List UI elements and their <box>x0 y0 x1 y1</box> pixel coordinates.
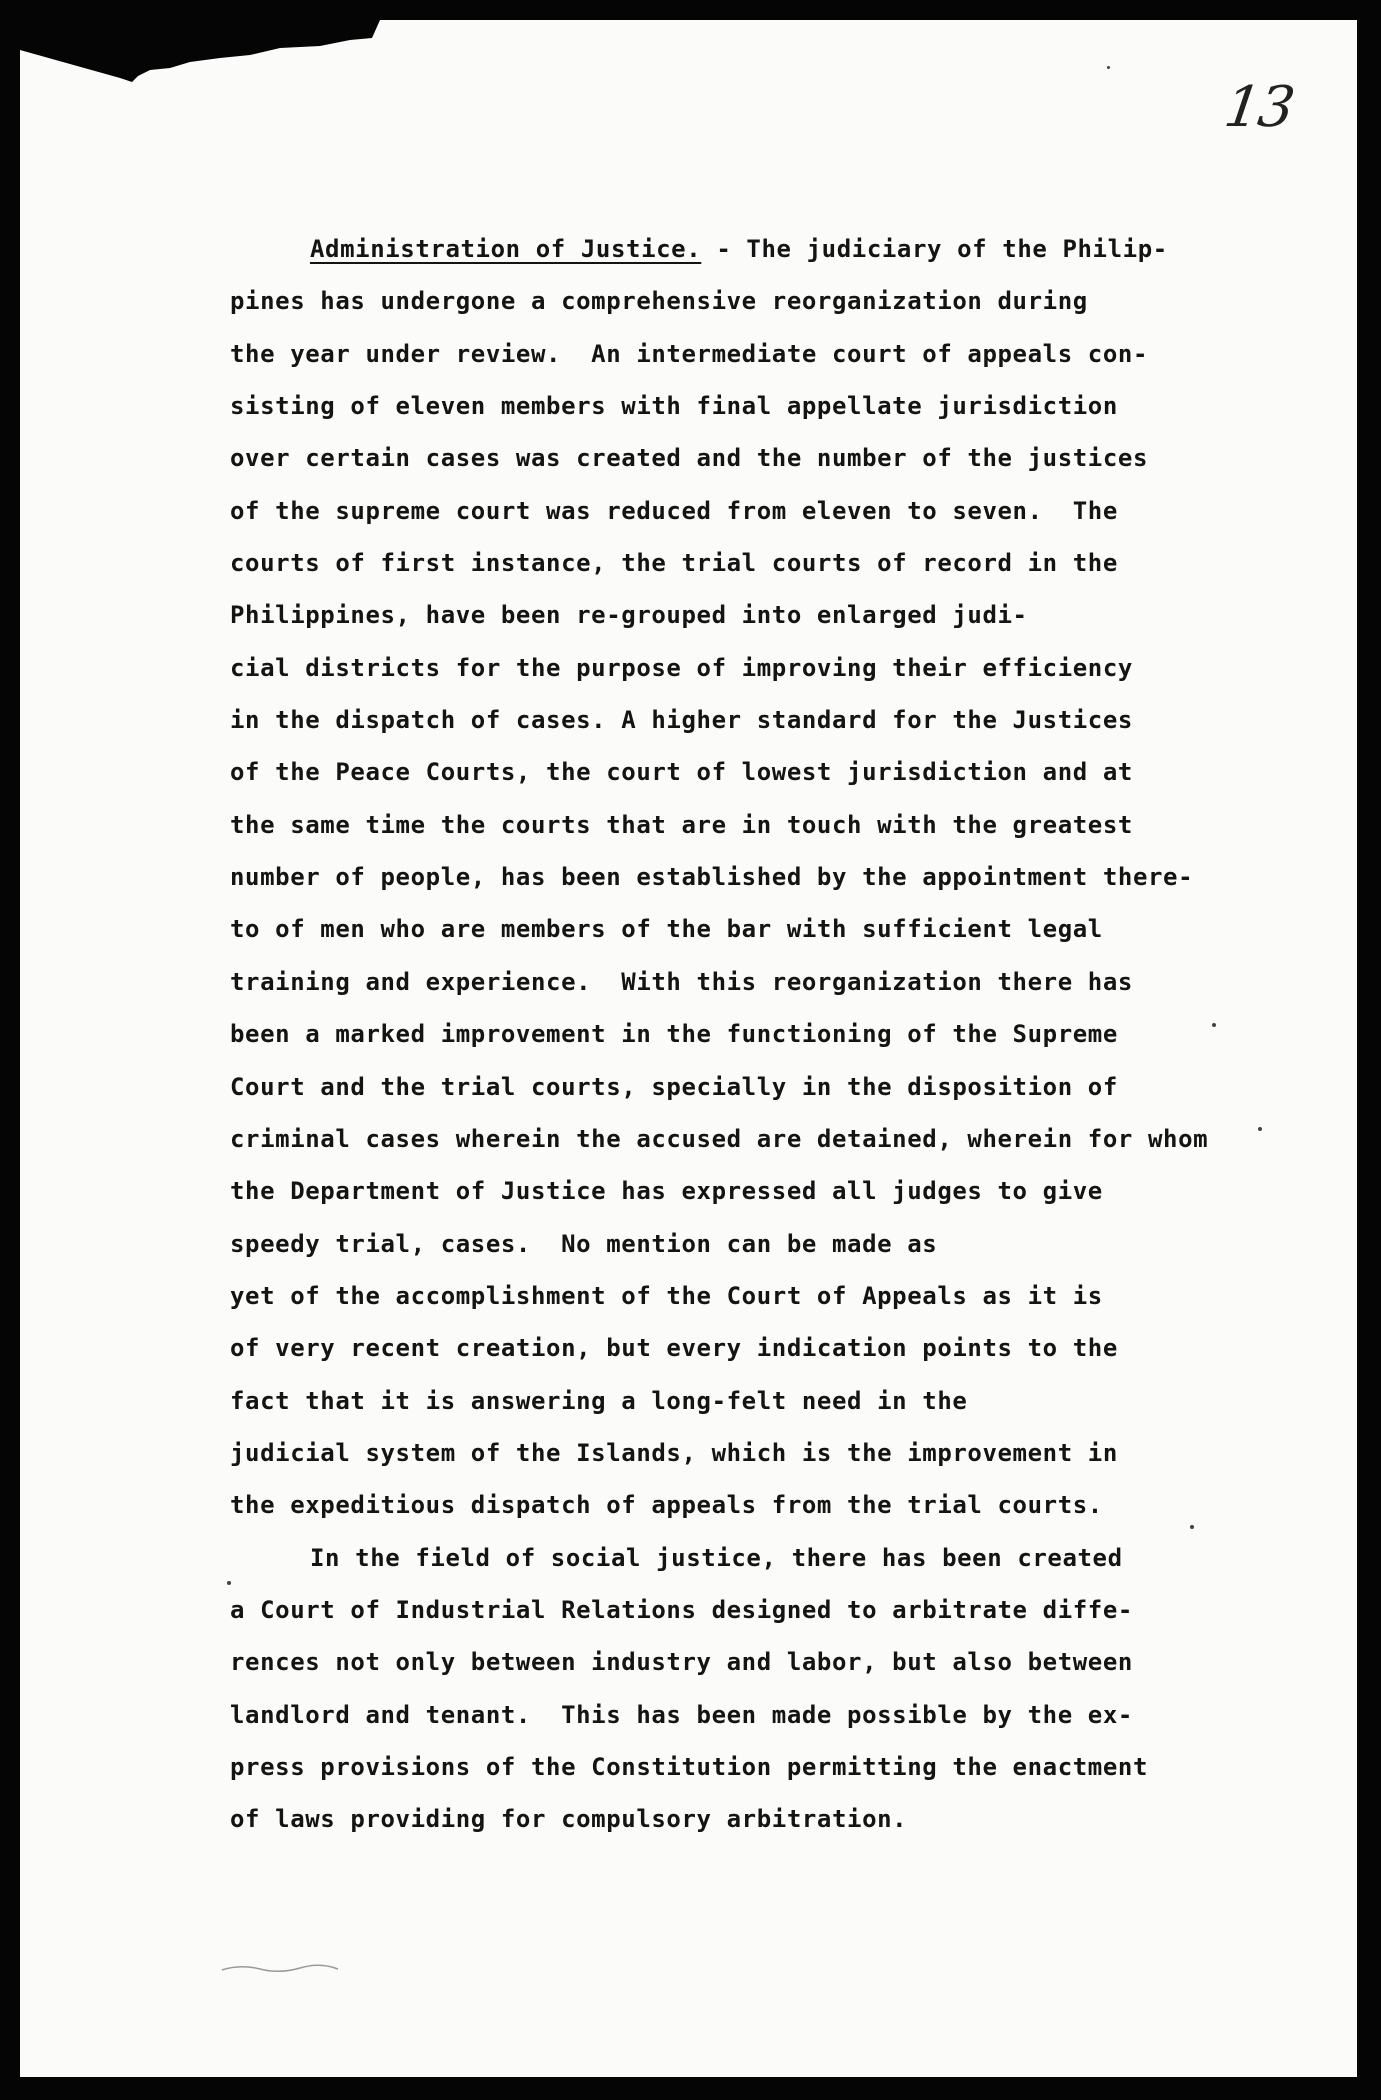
text-line: press provisions of the Constitution permitting the enactment <box>230 1752 1149 1781</box>
dust-speck <box>1212 1023 1216 1027</box>
dust-speck <box>1258 1127 1262 1131</box>
text-line: in the dispatch of cases. A higher standard for the Justices <box>230 706 1133 735</box>
body-text <box>230 223 1310 1846</box>
text-line: landlord and tenant. This has been made possible by the ex- <box>230 1700 1133 1729</box>
torn-corner <box>20 20 400 110</box>
text-line: the same time the courts that are in touch with the greatest <box>230 810 1133 839</box>
page-number: 13 <box>1220 75 1297 140</box>
text-line: sisting of eleven members with final appellate jurisdiction <box>230 392 1118 421</box>
text-line: the Department of Justice has expressed all judges to give <box>230 1177 1103 1206</box>
text-line: the expeditious dispatch of appeals from the trial courts. <box>230 1491 1103 1520</box>
section-heading: Administration of Justice. <box>310 235 702 263</box>
text-line: criminal cases wherein the accused are detained, wherein for whom <box>230 1124 1209 1153</box>
text-line: yet of the accomplishment of the Court of Appeals as it is <box>230 1281 1103 1310</box>
text-line: In the field of social justice, there has been created <box>310 1543 1123 1572</box>
text-line: cial districts for the purpose of improving their efficiency <box>230 653 1133 682</box>
text-line: of the Peace Courts, the court of lowest jurisdiction and at <box>230 758 1133 787</box>
text-line: over certain cases was created and the number of the justices <box>230 444 1149 473</box>
text-line: number of people, has been established by the appointment there- <box>230 863 1194 892</box>
text-line: a Court of Industrial Relations designed to arbitrate diffe- <box>230 1595 1133 1624</box>
text-line: of the supreme court was reduced from eleven to seven. The <box>230 496 1118 525</box>
text-line: Administration of Justice. - The judiciary of the Philip- <box>310 235 1168 263</box>
text-line: training and experience. With this reorganization there has <box>230 967 1133 996</box>
text-line: judicial system of the Islands, which is the improvement in <box>230 1438 1118 1467</box>
text-line: to of men who are members of the bar with sufficient legal <box>230 915 1103 944</box>
text-line: fact that it is answering a long-felt need in the <box>230 1386 968 1415</box>
document-page <box>20 20 1357 2077</box>
dust-speck <box>227 1581 231 1585</box>
text-line: Philippines, have been re-grouped into enlarged judi- <box>230 601 1028 630</box>
dust-speck <box>1107 66 1110 69</box>
text-line: Court and the trial courts, specially in the disposition of <box>230 1072 1118 1101</box>
text-line: the year under review. An intermediate court of appeals con- <box>230 339 1149 368</box>
text-line: of laws providing for compulsory arbitration. <box>230 1805 908 1834</box>
text-line: courts of first instance, the trial courts of record in the <box>230 549 1118 578</box>
text-line: of very recent creation, but every indication points to the <box>230 1334 1118 1363</box>
text-line: been a marked improvement in the functioning of the Supreme <box>230 1020 1118 1049</box>
stray-mark <box>220 1962 340 1974</box>
text-line: pines has undergone a comprehensive reorganization during <box>230 287 1088 316</box>
text-line: speedy trial, cases. No mention can be made as <box>230 1229 938 1258</box>
dust-speck <box>1190 1525 1194 1529</box>
text-line: rences not only between industry and labor, but also between <box>230 1648 1133 1677</box>
